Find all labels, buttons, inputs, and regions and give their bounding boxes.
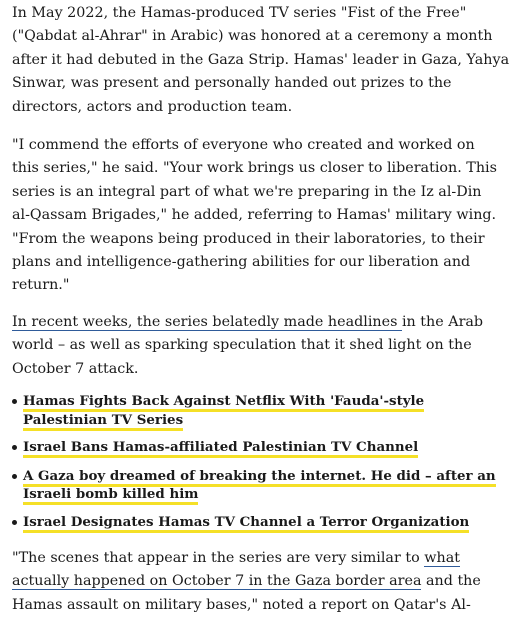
paragraph-line: world – as well as sparking speculation that it shed light on the	[12, 337, 472, 354]
bullet-icon	[12, 399, 17, 404]
related-article-link[interactable]: Israeli bomb killed him	[23, 486, 198, 505]
article-paragraph	[12, 2, 509, 119]
related-article-link[interactable]: Israel Bans Hamas-affiliated Palestinian TV Channel	[23, 439, 418, 458]
paragraph-line: "From the weapons being produced in their laboratories, to their	[12, 230, 485, 247]
paragraph-line: al-Qassam Brigades," he added, referring to Hamas' military wing.	[12, 207, 497, 224]
paragraph-text: and the	[421, 573, 481, 590]
paragraph-line: return."	[12, 277, 70, 294]
related-article-link[interactable]: Palestinian TV Series	[23, 412, 183, 431]
paragraph-line: "I commend the efforts of everyone who created and worked on	[12, 137, 475, 153]
paragraph-line: October 7 attack.	[12, 360, 139, 377]
paragraph-line: Hamas assault on military bases," noted a report on Qatar's Al-	[12, 596, 471, 613]
paragraph-line	[12, 547, 481, 570]
related-article-item	[12, 513, 496, 532]
related-article-link[interactable]: Hamas Fights Back Against Netflix With 'Fauda'-style	[23, 393, 424, 412]
paragraph-text: in the Arab	[401, 314, 484, 330]
october-7-inline-link[interactable]: actually happened on October 7 in the Gaza border area	[12, 573, 422, 590]
article-paragraph	[12, 134, 497, 298]
article-paragraph	[12, 547, 481, 617]
paragraph-line: this series," he said. "Your work brings us closer to liberation. This	[12, 160, 497, 177]
paragraph-line	[12, 311, 483, 334]
related-article-item	[12, 392, 496, 429]
headlines-inline-link[interactable]: In recent weeks, the series belatedly made headlines	[12, 314, 402, 330]
paragraph-line	[12, 570, 481, 593]
bullet-icon	[12, 520, 17, 525]
related-articles-list	[12, 392, 496, 541]
paragraph-line: ("Qabdat al-Ahrar" in Arabic) was honored at a ceremony a month	[12, 28, 493, 45]
bullet-icon	[12, 445, 17, 450]
paragraph-text: "The scenes that appear in the series are very similar to	[12, 550, 425, 566]
related-article-link[interactable]: A Gaza boy dreamed of breaking the internet. He did – after an	[23, 468, 496, 487]
paragraph-line: Sinwar, was present and personally handed out prizes to the	[12, 75, 452, 92]
paragraph-line: series is an integral part of what we're preparing in the Iz al-Din	[12, 183, 482, 200]
paragraph-line: after it had debuted in the Gaza Strip. Hamas' leader in Gaza, Yahya	[12, 51, 509, 68]
paragraph-line: In May 2022, the Hamas-produced TV series "Fist of the Free"	[12, 5, 467, 21]
october-7-inline-link[interactable]: what	[424, 550, 460, 566]
related-article-item	[12, 467, 496, 504]
article-paragraph	[12, 311, 483, 381]
bullet-icon	[12, 474, 17, 479]
paragraph-line: plans and intelligence-gathering abilities for our liberation and	[12, 254, 471, 271]
related-article-item	[12, 438, 496, 457]
paragraph-line: directors, actors and production team.	[12, 98, 293, 115]
related-article-link[interactable]: Israel Designates Hamas TV Channel a Terror Organization	[23, 514, 469, 533]
